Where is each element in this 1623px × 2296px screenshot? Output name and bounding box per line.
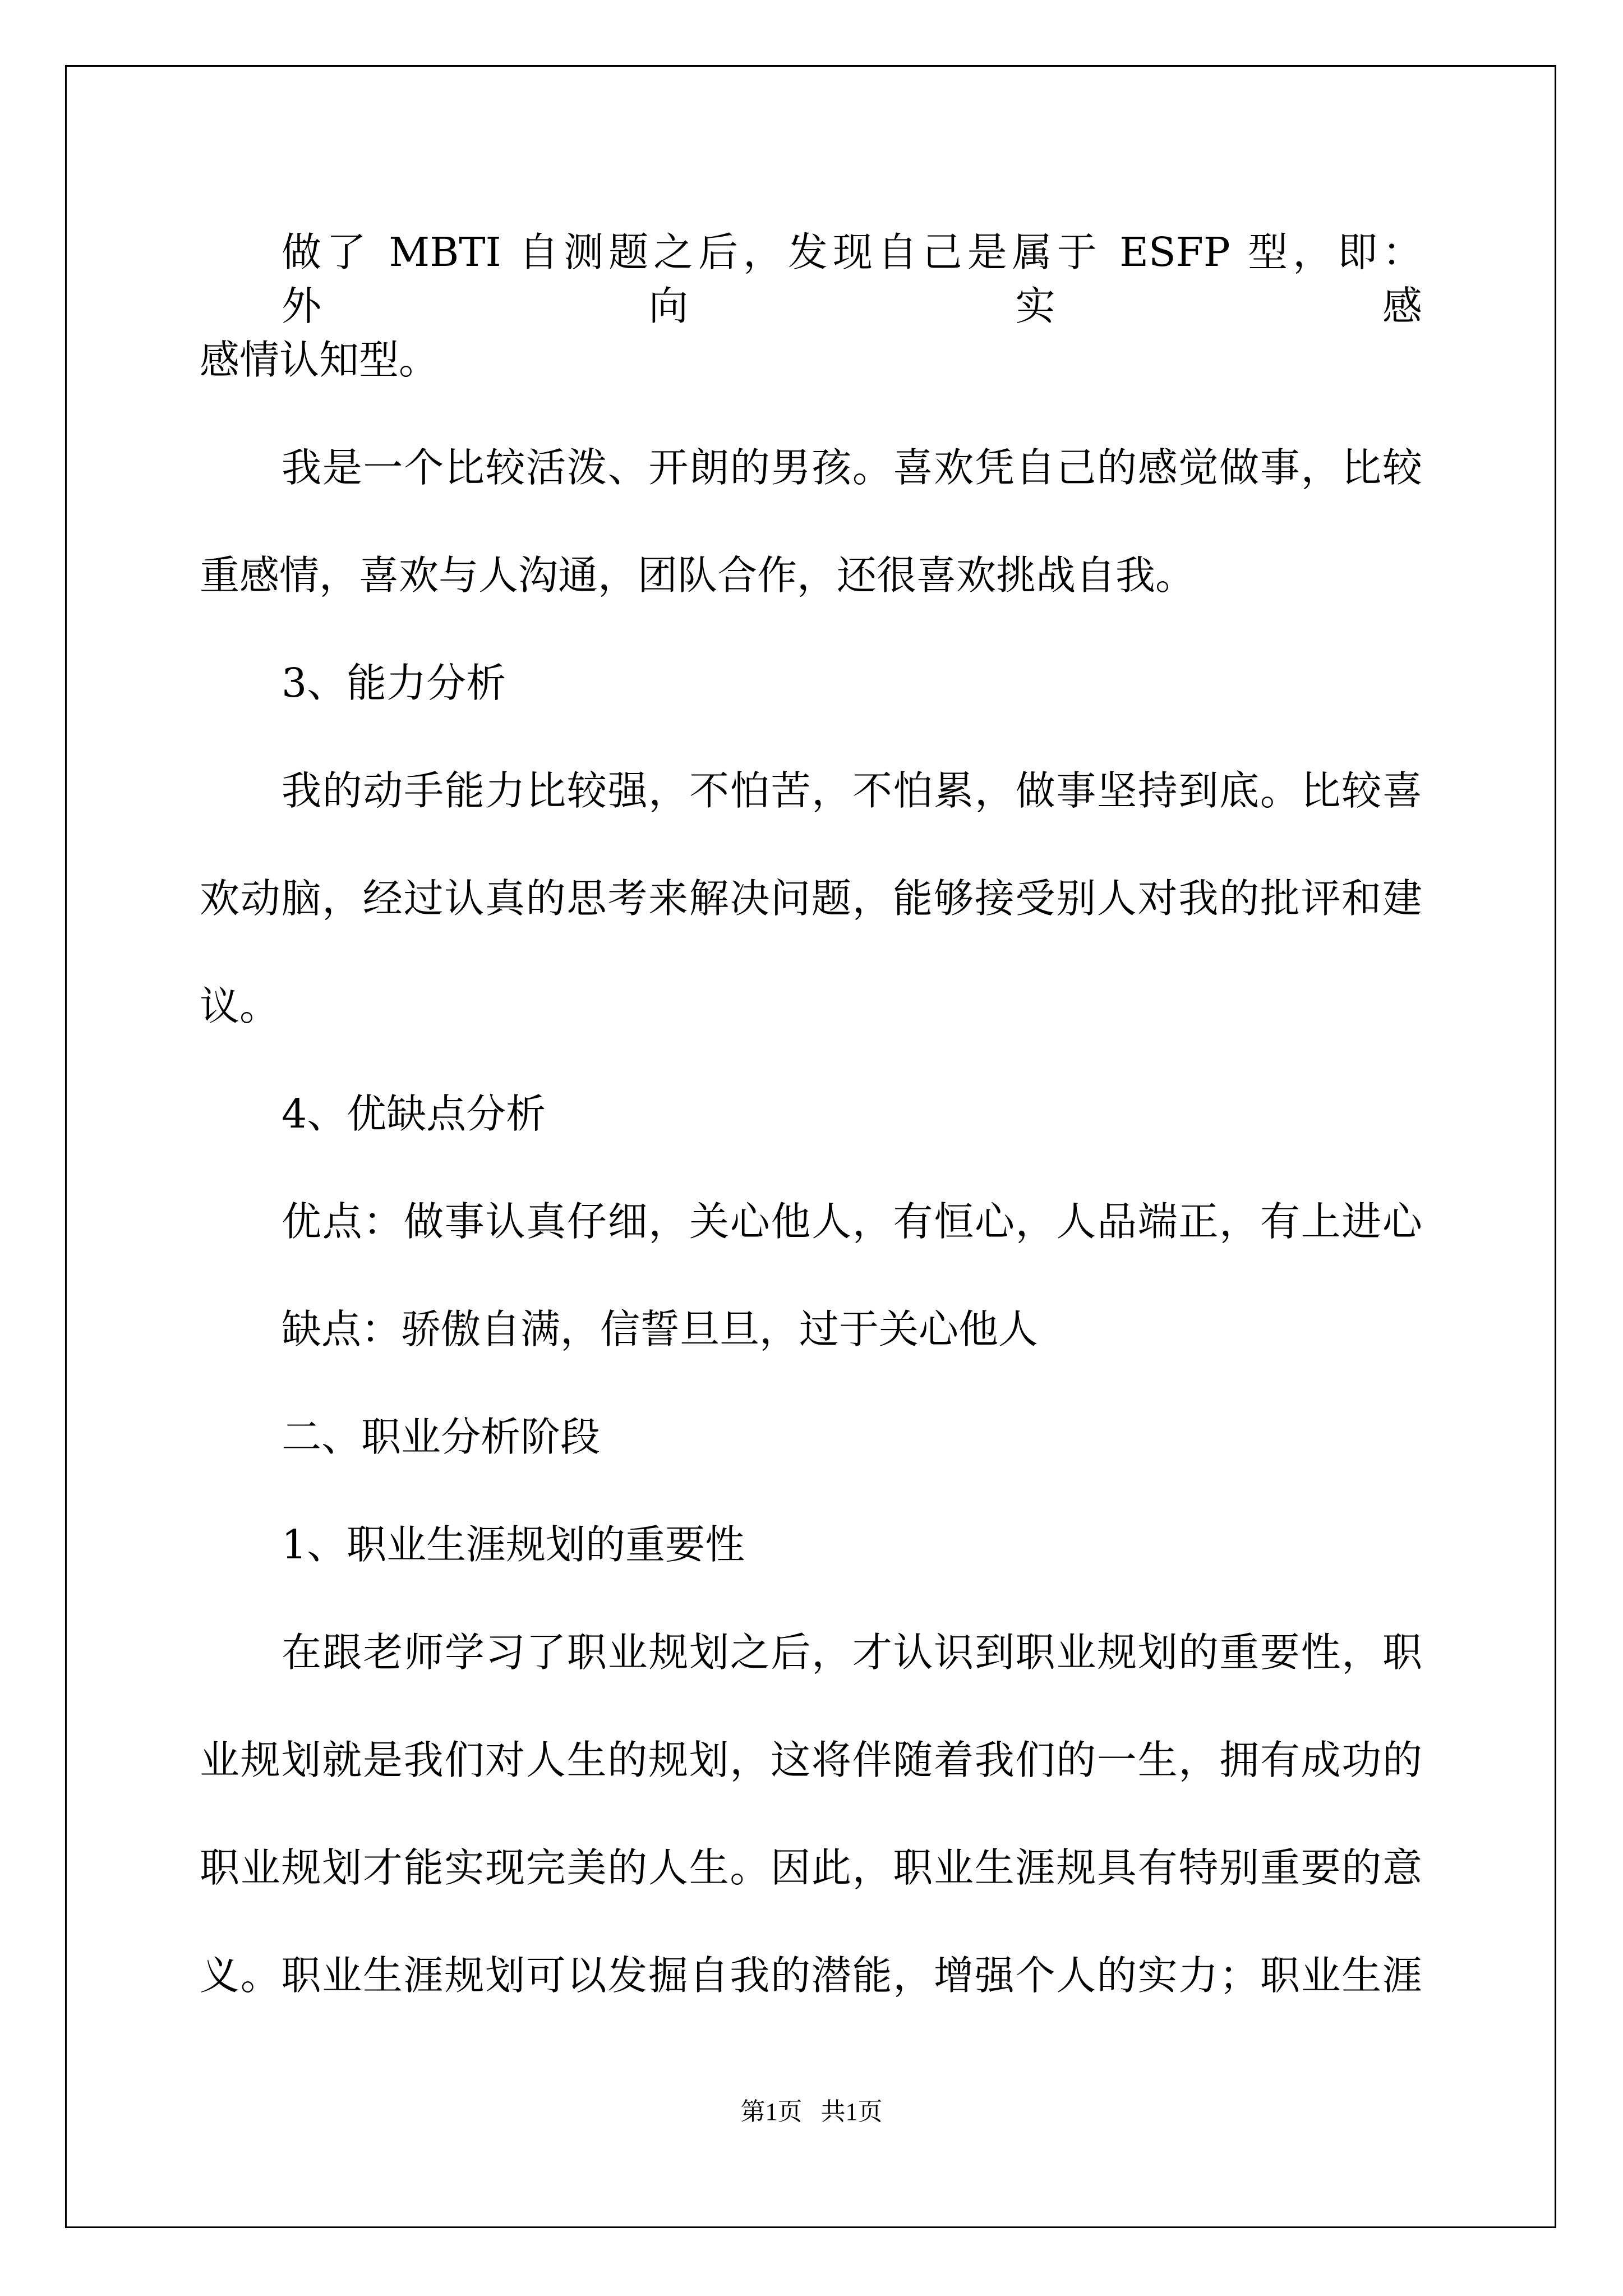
page-border [65, 65, 1556, 2228]
section-heading: 1、职业生涯规划的重要性 [282, 1521, 745, 1568]
paragraph-line: 职业规划才能实现完美的人生。因此，职业生涯规具有特别重要的意 [200, 1844, 1422, 1891]
paragraph-line: 义。职业生涯规划可以发掘自我的潜能，增强个人的实力；职业生涯 [200, 1952, 1422, 1999]
paragraph-line: 欢动脑，经过认真的思考来解决问题，能够接受别人对我的批评和建 [200, 875, 1422, 922]
paragraph-line: 我是一个比较活泼、开朗的男孩。喜欢凭自己的感觉做事，比较 [282, 444, 1422, 491]
page-footer: 第1页 共1页 [740, 2098, 883, 2125]
section-heading: 3、能力分析 [282, 660, 506, 706]
paragraph-line: 我的动手能力比较强，不怕苦，不怕累，做事坚持到底。比较喜 [282, 767, 1422, 814]
section-heading: 4、优缺点分析 [282, 1091, 546, 1137]
paragraph-line: 在跟老师学习了职业规划之后，才认识到职业规划的重要性，职 [282, 1629, 1422, 1676]
section-heading: 二、职业分析阶段 [282, 1414, 601, 1460]
paragraph-line: 重感情，喜欢与人沟通，团队合作，还很喜欢挑战自我。 [200, 552, 1196, 599]
paragraph-line: 缺点：骄傲自满，信誓旦旦，过于关心他人 [282, 1306, 1039, 1352]
paragraph-line: 做了 MBTI 自测题之后，发现自己是属于 ESFP 型，即：外向实感 [282, 229, 1422, 329]
paragraph-line: 业规划就是我们对人生的规划，这将伴随着我们的一生，拥有成功的 [200, 1737, 1422, 1783]
paragraph-line: 感情认知型。 [200, 337, 439, 383]
paragraph-line: 议。 [200, 983, 280, 1029]
paragraph-line: 优点：做事认真仔细，关心他人，有恒心，人品端正，有上进心 [282, 1198, 1422, 1245]
